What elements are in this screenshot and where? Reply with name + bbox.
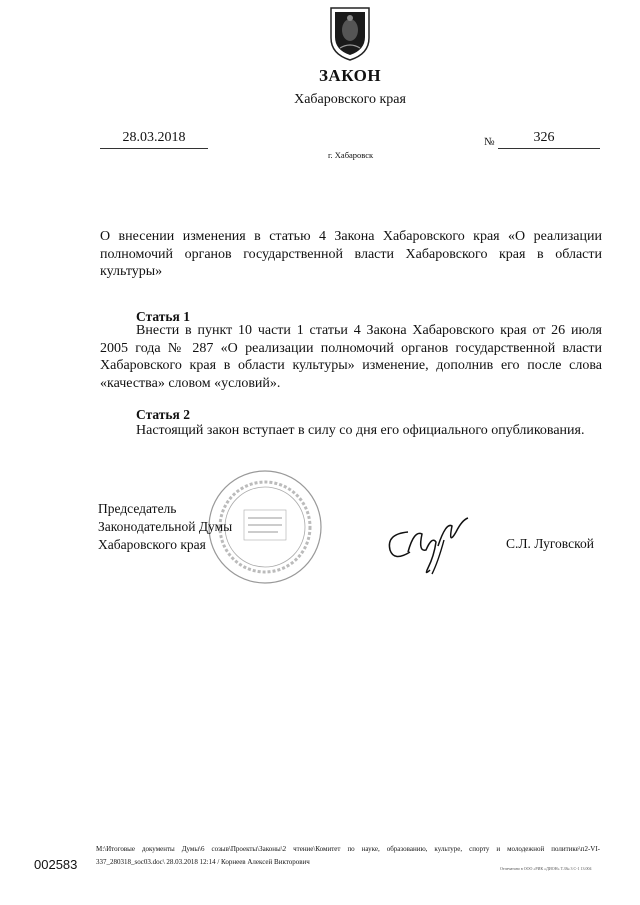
region-subtitle: Хабаровского края	[294, 92, 406, 107]
date-underline	[100, 148, 208, 149]
article-1-heading: Статья 1	[136, 309, 190, 324]
signer-position-line-2: Законодательной Думы	[98, 519, 233, 534]
city-label: г. Хабаровск	[328, 150, 374, 160]
law-intro-title: О внесении изменения в статью 4 Закона Хабаровского края «О реализации полномочий органов государственной власти Хабаровского края в области культуры»	[100, 229, 602, 279]
document-type-title: ЗАКОН	[318, 66, 382, 85]
article-1-text: Внести в пункт 10 части 1 статьи 4 Закона Хабаровского края от 26 июля 2005 года № 287 «О реализации полномочий органов государственной власти Хабаровского края в области культуры» изменение, дополнив его после слова «качества» словом «условий».	[100, 323, 602, 391]
handwritten-signature	[378, 512, 482, 580]
law-date: 28.03.2018	[122, 130, 186, 145]
print-note: Отпечатано в ООО «РИК «ДИОН» Т.З№ 3 С-1 13.004	[500, 866, 592, 871]
law-number: 326	[533, 130, 555, 145]
article-2-text: Настоящий закон вступает в силу со дня его официального опубликования.	[136, 423, 585, 438]
signature-title-block	[98, 500, 232, 554]
coat-of-arms-icon	[326, 4, 374, 62]
signer-name: С.Л. Луговской	[506, 536, 594, 551]
signer-position-line-1: Председатель	[98, 501, 177, 516]
signer-position-line-3: Хабаровского края	[98, 537, 206, 552]
document-code: 002583	[34, 857, 78, 872]
number-underline	[498, 148, 600, 149]
number-label: №	[484, 136, 495, 148]
footer-file-path: M:\Итоговые документы Думы\6 созыв\Проекты\Законы\2 чтение\Комитет по науке, образованию, культуре, спорту и молодежной политике\п2-VI-337_280318_soc03.doc\ 28.03.2018 12:14 / Корнеев Алексей Викторович	[96, 845, 600, 866]
article-2-heading: Статья 2	[136, 407, 190, 422]
